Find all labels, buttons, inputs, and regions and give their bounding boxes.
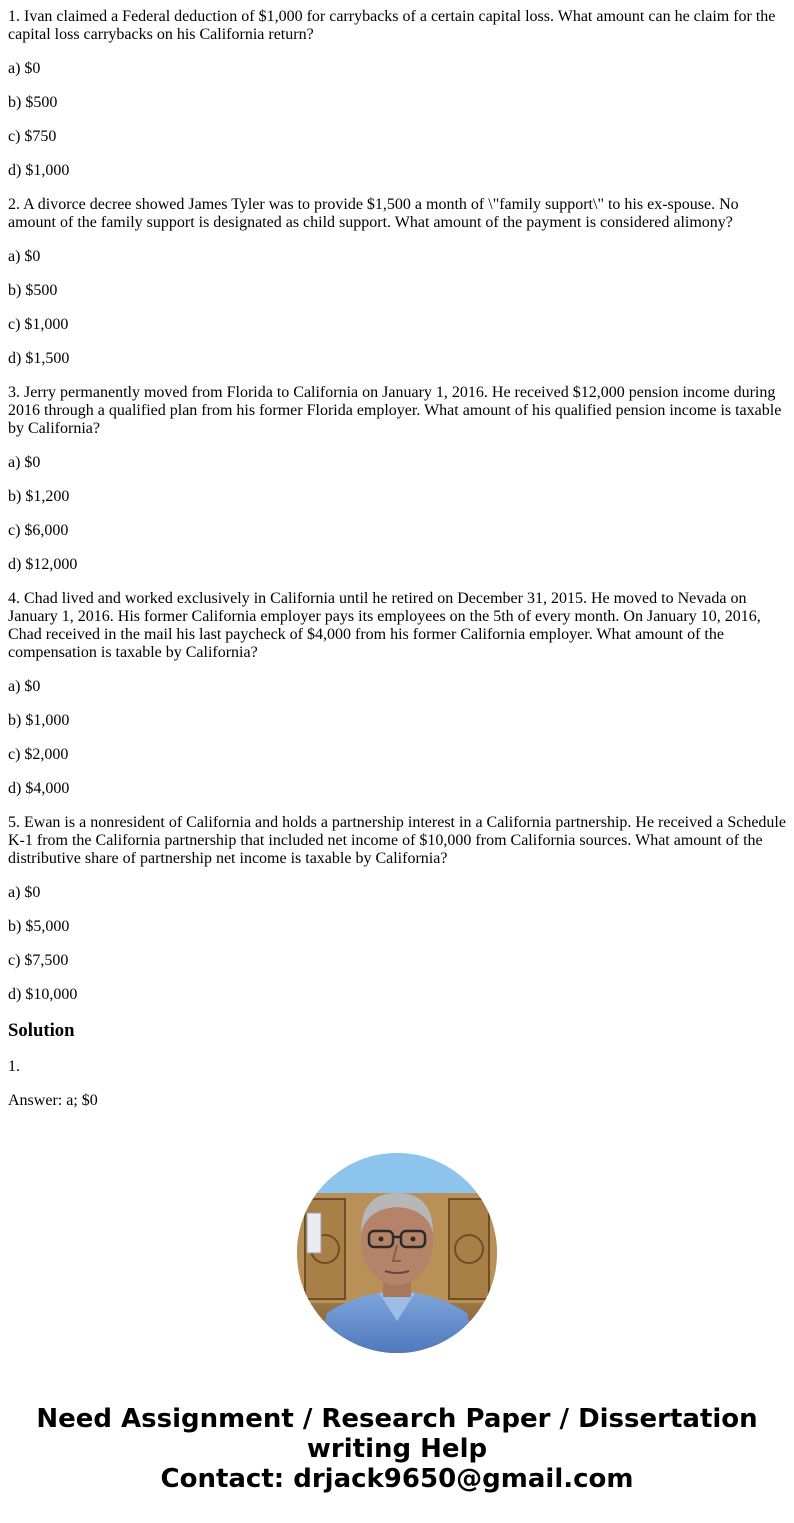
promo-line-2: writing Help — [306, 1434, 488, 1464]
question-5-text: 5. Ewan is a nonresident of California and holds a partnership interest in a California partnership. He received a Schedule K-1 from the California partnership that included net income of $10,000 from California sources. What amount of the distributive share of partnership net income is taxable by California? — [8, 814, 786, 867]
question-4-option-a: a) $0 — [8, 678, 41, 695]
solution-heading: Solution — [8, 1020, 75, 1041]
question-3-text: 3. Jerry permanently moved from Florida to California on January 1, 2016. He received $12,000 pension income during 2016 through a qualified plan from his former Florida employer. What amount of his qualified pension income is taxable by California? — [8, 384, 782, 437]
solution-number: 1. — [8, 1058, 20, 1075]
author-photo-illustration — [297, 1153, 497, 1353]
solution-answer: Answer: a; $0 — [8, 1092, 98, 1109]
question-2-option-b: b) $500 — [8, 282, 58, 299]
question-4-option-b: b) $1,000 — [8, 712, 70, 729]
question-2-option-d: d) $1,500 — [8, 350, 70, 367]
question-5-option-a: a) $0 — [8, 884, 41, 901]
question-4-option-d: d) $4,000 — [8, 780, 70, 797]
question-2-option-c: c) $1,000 — [8, 316, 69, 333]
question-5-option-d: d) $10,000 — [8, 986, 78, 1003]
question-1-text: 1. Ivan claimed a Federal deduction of $1,000 for carrybacks of a certain capital loss. What amount can he claim for the capital loss carrybacks on his California return? — [8, 8, 776, 43]
question-4-text: 4. Chad lived and worked exclusively in California until he retired on December 31, 2015. He moved to Nevada on January 1, 2016. His former California employer pays its employees on the 5th of every month. On January 10, 2016, Chad received in the mail his last paycheck of $4,000 from his former California employer. What amount of the compensation is taxable by California? — [8, 590, 761, 661]
question-2-text: 2. A divorce decree showed James Tyler was to provide $1,500 a month of \"family support\" to his ex-spouse. No amount of the family support is designated as child support. What amount of the payment is considered alimony? — [8, 196, 739, 231]
promo-banner — [0, 1404, 794, 1494]
promo-contact: Contact: drjack9650@gmail.com — [160, 1464, 634, 1494]
question-1-option-a: a) $0 — [8, 60, 41, 77]
promo-line-1: Need Assignment / Research Paper / Dissertation — [36, 1404, 758, 1434]
question-3-option-d: d) $12,000 — [8, 556, 78, 573]
question-3-option-a: a) $0 — [8, 454, 41, 471]
question-3-option-b: b) $1,200 — [8, 488, 70, 505]
document-body — [8, 8, 788, 1126]
author-photo — [297, 1153, 497, 1353]
question-1-option-c: c) $750 — [8, 128, 57, 145]
question-2-option-a: a) $0 — [8, 248, 41, 265]
question-1-option-b: b) $500 — [8, 94, 58, 111]
question-5-option-b: b) $5,000 — [8, 918, 70, 935]
question-5-option-c: c) $7,500 — [8, 952, 69, 969]
question-1-option-d: d) $1,000 — [8, 162, 70, 179]
question-4-option-c: c) $2,000 — [8, 746, 69, 763]
question-3-option-c: c) $6,000 — [8, 522, 69, 539]
